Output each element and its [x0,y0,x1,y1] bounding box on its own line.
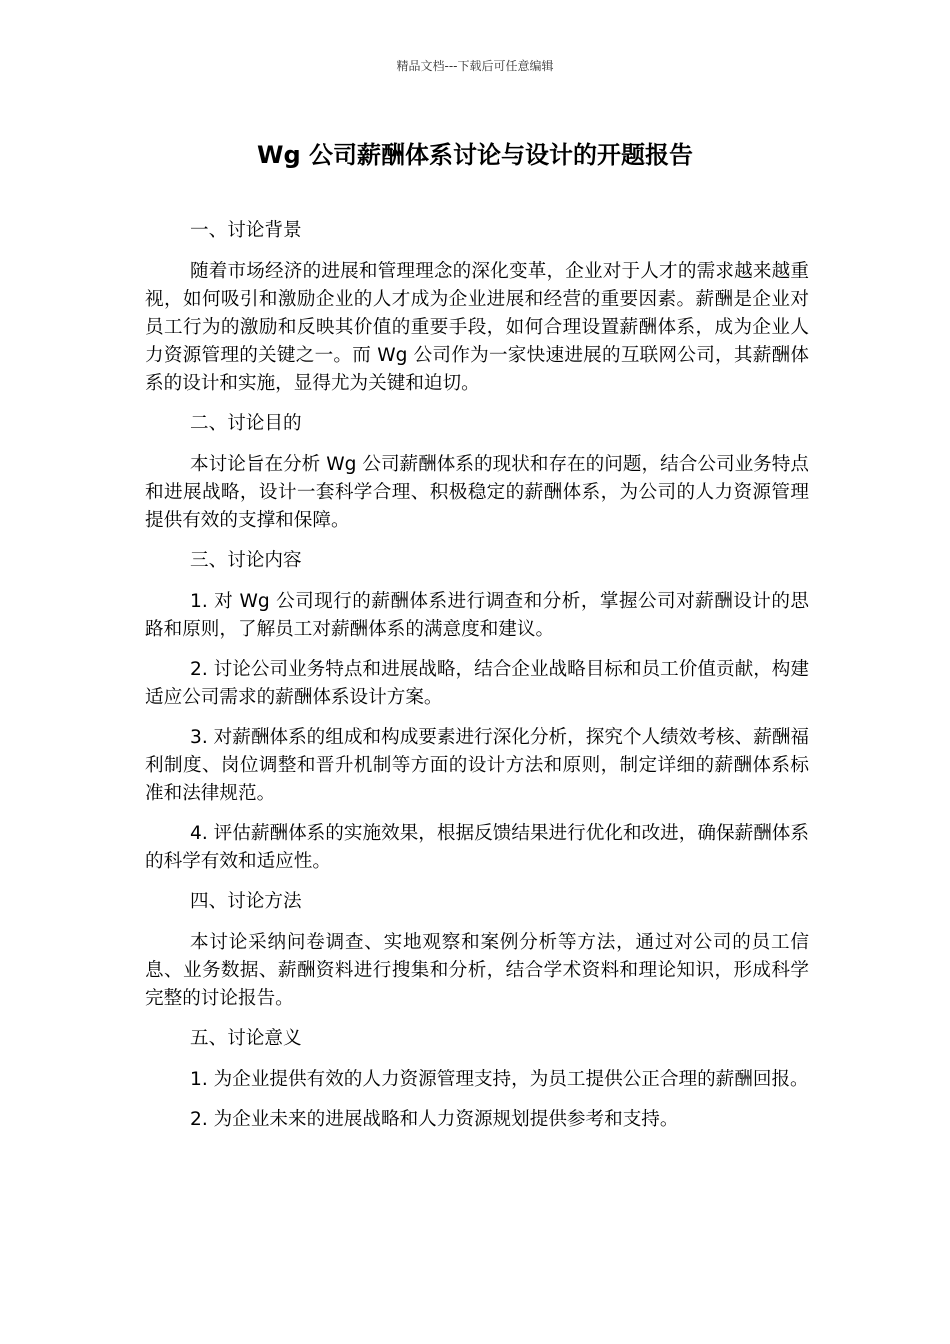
section-heading: 四、讨论方法 [190,891,302,912]
paragraph: 随着市场经济的进展和管理理念的深化变革，企业对于人才的需求越来越重视，如何吸引和激励企业的人才成为企业进展和经营的重要因素。薪酬是企业对员工行为的激励和反映其价值的重要手段，如何合理设置薪酬体系，成为企业人力资源管理的关键之一。而 Wg 公司作为一家快速进展的互联网公司，其薪酬体系的设计和实施，显得尤为关键和迫切。 [145,261,809,394]
paragraph: 本讨论旨在分析 Wg 公司薪酬体系的现状和存在的问题，结合公司业务特点和进展战略，设计一套科学合理、积极稳定的薪酬体系，为公司的人力资源管理提供有效的支撑和保障。 [145,454,809,531]
section-heading: 二、讨论目的 [190,413,302,434]
paragraph: 4. 评估薪酬体系的实施效果，根据反馈结果进行优化和改进，确保薪酬体系的科学有效和适应性。 [145,823,809,872]
paragraph: 2. 讨论公司业务特点和进展战略，结合企业战略目标和员工价值贡献，构建适应公司需求的薪酬体系设计方案。 [145,659,809,708]
paragraph: 2. 为企业未来的进展战略和人力资源规划提供参考和支持。 [190,1109,679,1130]
document-body [145,217,809,1146]
document-title: Wg 公司薪酬体系讨论与设计的开题报告 [256,141,693,169]
section-heading: 五、讨论意义 [190,1028,302,1049]
paragraph: 1. 对 Wg 公司现行的薪酬体系进行调查和分析，掌握公司对薪酬设计的思路和原则，了解员工对薪酬体系的满意度和建议。 [145,591,809,640]
section-heading: 一、讨论背景 [190,220,302,241]
header-note: 精品文档---下载后可任意编辑 [396,59,554,73]
paragraph: 1. 为企业提供有效的人力资源管理支持，为员工提供公正合理的薪酬回报。 [190,1069,809,1090]
paragraph: 3. 对薪酬体系的组成和构成要素进行深化分析，探究个人绩效考核、薪酬福利制度、岗位调整和晋升机制等方面的设计方法和原则，制定详细的薪酬体系标准和法律规范。 [145,727,809,804]
paragraph: 本讨论采纳问卷调查、实地观察和案例分析等方法，通过对公司的员工信息、业务数据、薪酬资料进行搜集和分析，结合学术资料和理论知识，形成科学完整的讨论报告。 [145,932,809,1009]
section-heading: 三、讨论内容 [190,550,302,571]
